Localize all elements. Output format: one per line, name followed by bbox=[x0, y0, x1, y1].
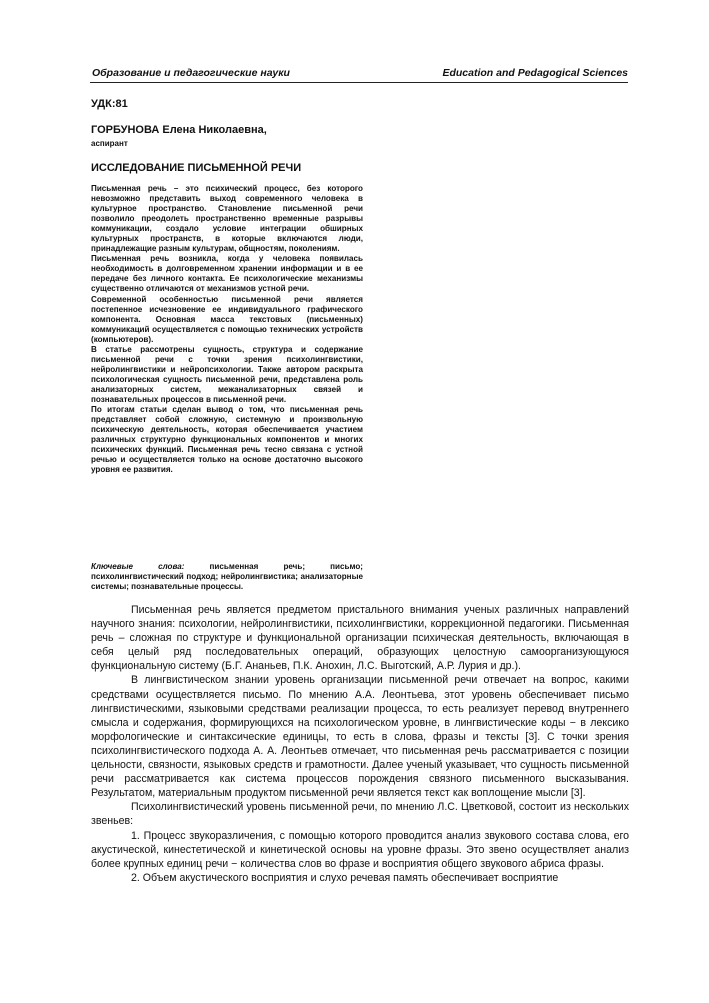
abstract-paragraph: Современной особенностью письменной речи является постепенное исчезновение ее индивидуального графического компонента. Основная масса текстовых (письменных) коммуникаций осуществляется с помощью технических устройств (компьютеров). bbox=[91, 294, 363, 344]
keywords-text: письменная речь; письмо; психолингвистический подход; нейролингвистика; анализаторные системы; познавательные процессы. bbox=[91, 562, 363, 592]
abstract bbox=[91, 184, 363, 475]
author-position: аспирант bbox=[91, 139, 128, 148]
abstract-paragraph: Письменная речь – это психический процесс, без которого невозможно представить выход современного человека в культурное пространство. Становление письменной речи позволило преодолеть пространственно временные разрывы коммуникации, создало условие интеграции обширных культурных пространств, в которые включаются люди, принадлежащие разным культурам, общностям, поколениям. bbox=[91, 184, 363, 254]
body-paragraph: 1. Процесс звукоразличения, с помощью которого проводится анализ звукового состава слова, его акустической, кинестетической и кинетической основы на уровне фразы. Это звено осуществляет анализ более крупных единиц речи − количества слов во фразе и восприятия общего звукового абриса фразы. bbox=[91, 829, 629, 870]
body-paragraph: В лингвистическом знании уровень организации письменной речи отвечает на вопрос, какими средствами осуществляется письмо. По мнению А.А. Леонтьева, этот уровень обеспечивает письмо лингвистическими, языковыми средствами реализации процесса, то есть реализует перевод внутреннего смысла и содержания, формирующихся на психологическом уровне, в лингвистические коды − в лексико морфологические и синтаксические единицы, то есть в слова, фразы и тексты [3]. С точки зрения психолингвистического подхода А. А. Леонтьев отмечает, что письменная речь рассматривается с позиции цельности, связности, языковых средств и грамотности. Далее ученый указывает, что сущность письменной речи рассматривается как система процессов порождения связного письменного высказывания. Результатом, материальным продуктом письменной речи является текст как воплощение мысли [3]. bbox=[91, 674, 629, 800]
article-body bbox=[91, 603, 629, 885]
keywords bbox=[91, 562, 363, 592]
running-header-left: Образование и педагогические науки bbox=[92, 67, 290, 79]
running-header-right: Education and Pedagogical Sciences bbox=[442, 67, 628, 79]
article-title: ИССЛЕДОВАНИЕ ПИСЬМЕННОЙ РЕЧИ bbox=[91, 162, 302, 174]
body-paragraph: 2. Объем акустического восприятия и слухо речевая память обеспечивает восприятие bbox=[131, 871, 559, 884]
udk-code: УДК:81 bbox=[91, 98, 128, 110]
running-header bbox=[90, 66, 628, 83]
abstract-paragraph: Письменная речь возникла, когда у человека появилась необходимость в долговременном хранении информации и в ее передаче без личного контакта. Ее психологические механизмы существенно отличаются от механизмов устной речи. bbox=[91, 254, 363, 294]
abstract-paragraph: По итогам статьи сделан вывод о том, что письменная речь представляет собой сложную, системную и произвольную психическую деятельность, которая обеспечивается участием различных структурно функциональных компонентов и многих психических функций. Письменная речь тесно связана с устной речью и осуществляется только на основе достаточно высокого уровня ее развития. bbox=[91, 405, 363, 475]
author-name: ГОРБУНОВА Елена Николаевна, bbox=[91, 124, 267, 136]
abstract-paragraph: В статье рассмотрены сущность, структура и содержание письменной речи с точки зрения психолингвистики, нейролингвистики и нейропсихологии. Также автором раскрыта психологическая сущность письменной речи, представлена роль анализаторных систем, межанализаторных связей и познавательных процессов в письменной речи. bbox=[91, 344, 363, 404]
keywords-label: Ключевые слова: bbox=[91, 562, 185, 571]
body-paragraph: Психолингвистический уровень письменной речи, по мнению Л.С. Цветковой, состоит из нескольких звеньев: bbox=[91, 801, 629, 828]
body-paragraph: Письменная речь является предметом пристального внимания ученых различных направлений научного знания: психологии, нейролингвистики, психолингвистики, коррекционной педагогики. Письменная речь – сложная по структуре и функциональной организации психическая деятельность, включающая в себя целый ряд последовательных операций, образующих целостную самоорганизующуюся функциональную систему (Б.Г. Ананьев, П.К. Анохин, Л.С. Выготский, А.Р. Лурия и др.). bbox=[91, 604, 629, 673]
